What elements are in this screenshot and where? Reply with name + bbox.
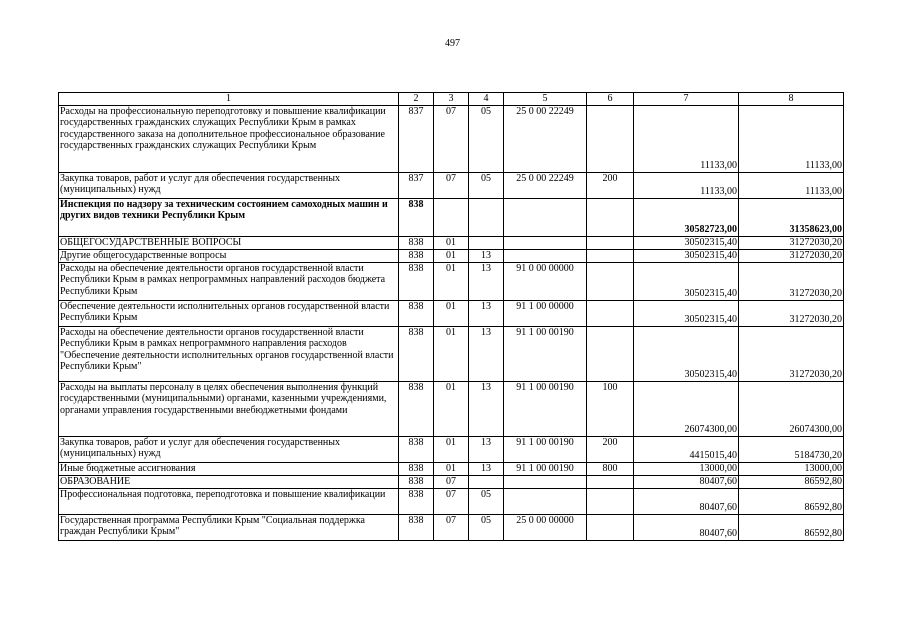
table-row xyxy=(59,172,844,198)
header-cell: 4 xyxy=(469,93,504,106)
expense-type-cell xyxy=(587,475,634,488)
expense-type-cell xyxy=(587,198,634,236)
subsection-code-cell: 13 xyxy=(469,249,504,262)
amount-year1-cell: 30582723,00 xyxy=(634,198,739,236)
subsection-code-cell: 05 xyxy=(469,105,504,172)
admin-code-cell: 838 xyxy=(399,300,434,326)
admin-code-cell: 838 xyxy=(399,249,434,262)
amount-year2-cell: 11133,00 xyxy=(739,105,844,172)
table-row xyxy=(59,488,844,514)
row-name-cell: ОБРАЗОВАНИЕ xyxy=(59,475,399,488)
table-row xyxy=(59,262,844,300)
amount-year1-cell: 13000,00 xyxy=(634,462,739,475)
expense-type-cell xyxy=(587,236,634,249)
expense-type-cell xyxy=(587,326,634,381)
subsection-code-cell: 05 xyxy=(469,488,504,514)
row-name-cell: Закупка товаров, работ и услуг для обеспечения государственных (муниципальных) нужд xyxy=(59,436,399,462)
row-name-cell: Государственная программа Республики Крым "Социальная поддержка граждан Республики Крым" xyxy=(59,514,399,540)
amount-year1-cell: 80407,60 xyxy=(634,488,739,514)
admin-code-cell: 838 xyxy=(399,488,434,514)
section-code-cell: 07 xyxy=(434,514,469,540)
row-name-cell: Закупка товаров, работ и услуг для обеспечения государственных (муниципальных) нужд xyxy=(59,172,399,198)
table-row xyxy=(59,198,844,236)
header-cell: 1 xyxy=(59,93,399,106)
target-article-cell: 91 1 00 00190 xyxy=(504,436,587,462)
header-cell: 2 xyxy=(399,93,434,106)
target-article-cell xyxy=(504,198,587,236)
section-code-cell: 01 xyxy=(434,381,469,436)
subsection-code-cell: 13 xyxy=(469,262,504,300)
amount-year1-cell: 30502315,40 xyxy=(634,262,739,300)
expense-type-cell xyxy=(587,488,634,514)
row-name-cell: Расходы на профессиональную переподготовку и повышение квалификации государственных гражданских служащих Республики Крым в рамках государственного заказа на дополнительное профессиональное образование государственных гражданских служащих Республики Крым xyxy=(59,105,399,172)
page-number: 497 xyxy=(445,38,460,49)
budget-table xyxy=(58,92,844,541)
admin-code-cell: 838 xyxy=(399,381,434,436)
target-article-cell: 91 1 00 00190 xyxy=(504,462,587,475)
target-article-cell: 25 0 00 00000 xyxy=(504,514,587,540)
table-row xyxy=(59,514,844,540)
table-row xyxy=(59,236,844,249)
amount-year1-cell: 80407,60 xyxy=(634,514,739,540)
table-row xyxy=(59,300,844,326)
section-code-cell: 01 xyxy=(434,236,469,249)
target-article-cell xyxy=(504,488,587,514)
section-code-cell: 07 xyxy=(434,488,469,514)
amount-year2-cell: 26074300,00 xyxy=(739,381,844,436)
admin-code-cell: 837 xyxy=(399,172,434,198)
row-name-cell: Расходы на обеспечение деятельности органов государственной власти Республики Крым в рамках непрограммных направлений расходов бюджета Республики Крым xyxy=(59,262,399,300)
target-article-cell xyxy=(504,249,587,262)
expense-type-cell xyxy=(587,105,634,172)
admin-code-cell: 838 xyxy=(399,262,434,300)
section-code-cell: 07 xyxy=(434,475,469,488)
subsection-code-cell: 05 xyxy=(469,514,504,540)
expense-type-cell: 200 xyxy=(587,172,634,198)
amount-year1-cell: 30502315,40 xyxy=(634,300,739,326)
admin-code-cell: 838 xyxy=(399,514,434,540)
table-row xyxy=(59,105,844,172)
amount-year1-cell: 80407,60 xyxy=(634,475,739,488)
admin-code-cell: 838 xyxy=(399,326,434,381)
section-code-cell: 07 xyxy=(434,105,469,172)
subsection-code-cell: 13 xyxy=(469,381,504,436)
admin-code-cell: 838 xyxy=(399,198,434,236)
expense-type-cell xyxy=(587,300,634,326)
target-article-cell: 25 0 00 22249 xyxy=(504,172,587,198)
row-name-cell: Обеспечение деятельности исполнительных органов государственной власти Республики Крым xyxy=(59,300,399,326)
row-name-cell: Иные бюджетные ассигнования xyxy=(59,462,399,475)
amount-year2-cell: 31272030,20 xyxy=(739,249,844,262)
subsection-code-cell: 05 xyxy=(469,172,504,198)
amount-year1-cell: 30502315,40 xyxy=(634,326,739,381)
target-article-cell: 91 1 00 00000 xyxy=(504,300,587,326)
amount-year1-cell: 26074300,00 xyxy=(634,381,739,436)
header-cell: 8 xyxy=(739,93,844,106)
amount-year2-cell: 11133,00 xyxy=(739,172,844,198)
expense-type-cell: 200 xyxy=(587,436,634,462)
amount-year1-cell: 30502315,40 xyxy=(634,236,739,249)
amount-year2-cell: 31272030,20 xyxy=(739,236,844,249)
expense-type-cell xyxy=(587,514,634,540)
amount-year1-cell: 30502315,40 xyxy=(634,249,739,262)
subsection-code-cell: 13 xyxy=(469,462,504,475)
amount-year2-cell: 86592,80 xyxy=(739,488,844,514)
subsection-code-cell: 13 xyxy=(469,300,504,326)
amount-year1-cell: 4415015,40 xyxy=(634,436,739,462)
amount-year2-cell: 13000,00 xyxy=(739,462,844,475)
row-name-cell: Расходы на обеспечение деятельности органов государственной власти Республики Крым в рамках непрограммного направления расходов "Обеспечение деятельности исполнительных органов государственной власти Республики Крым" xyxy=(59,326,399,381)
section-code-cell: 01 xyxy=(434,436,469,462)
row-name-cell: Инспекция по надзору за техническим состоянием самоходных машин и других видов техники Республики Крым xyxy=(59,198,399,236)
amount-year1-cell: 11133,00 xyxy=(634,105,739,172)
section-code-cell: 01 xyxy=(434,326,469,381)
target-article-cell xyxy=(504,475,587,488)
amount-year2-cell: 31272030,20 xyxy=(739,262,844,300)
table-row xyxy=(59,475,844,488)
header-row xyxy=(59,93,844,106)
expense-type-cell xyxy=(587,249,634,262)
section-code-cell xyxy=(434,198,469,236)
table-row xyxy=(59,249,844,262)
section-code-cell: 01 xyxy=(434,300,469,326)
subsection-code-cell xyxy=(469,198,504,236)
amount-year1-cell: 11133,00 xyxy=(634,172,739,198)
table-row xyxy=(59,381,844,436)
header-cell: 6 xyxy=(587,93,634,106)
amount-year2-cell: 86592,80 xyxy=(739,475,844,488)
amount-year2-cell: 31358623,00 xyxy=(739,198,844,236)
amount-year2-cell: 31272030,20 xyxy=(739,326,844,381)
amount-year2-cell: 5184730,20 xyxy=(739,436,844,462)
expense-type-cell: 800 xyxy=(587,462,634,475)
subsection-code-cell xyxy=(469,475,504,488)
target-article-cell: 91 1 00 00190 xyxy=(504,326,587,381)
target-article-cell: 91 1 00 00190 xyxy=(504,381,587,436)
amount-year2-cell: 31272030,20 xyxy=(739,300,844,326)
target-article-cell: 91 0 00 00000 xyxy=(504,262,587,300)
table-row xyxy=(59,462,844,475)
subsection-code-cell: 13 xyxy=(469,326,504,381)
row-name-cell: Расходы на выплаты персоналу в целях обеспечения выполнения функций государственными (муниципальными) органами, казенными учреждениями, органами управления государственными внебюджетными фондами xyxy=(59,381,399,436)
admin-code-cell: 838 xyxy=(399,475,434,488)
admin-code-cell: 838 xyxy=(399,436,434,462)
row-name-cell: Другие общегосударственные вопросы xyxy=(59,249,399,262)
row-name-cell: Профессиональная подготовка, переподготовка и повышение квалификации xyxy=(59,488,399,514)
row-name-cell: ОБЩЕГОСУДАРСТВЕННЫЕ ВОПРОСЫ xyxy=(59,236,399,249)
section-code-cell: 01 xyxy=(434,462,469,475)
expense-type-cell xyxy=(587,262,634,300)
admin-code-cell: 837 xyxy=(399,105,434,172)
expense-type-cell: 100 xyxy=(587,381,634,436)
amount-year2-cell: 86592,80 xyxy=(739,514,844,540)
section-code-cell: 01 xyxy=(434,249,469,262)
header-cell: 3 xyxy=(434,93,469,106)
section-code-cell: 07 xyxy=(434,172,469,198)
section-code-cell: 01 xyxy=(434,262,469,300)
header-cell: 5 xyxy=(504,93,587,106)
subsection-code-cell xyxy=(469,236,504,249)
target-article-cell: 25 0 00 22249 xyxy=(504,105,587,172)
table-row xyxy=(59,436,844,462)
admin-code-cell: 838 xyxy=(399,236,434,249)
admin-code-cell: 838 xyxy=(399,462,434,475)
subsection-code-cell: 13 xyxy=(469,436,504,462)
table-row xyxy=(59,326,844,381)
target-article-cell xyxy=(504,236,587,249)
header-cell: 7 xyxy=(634,93,739,106)
